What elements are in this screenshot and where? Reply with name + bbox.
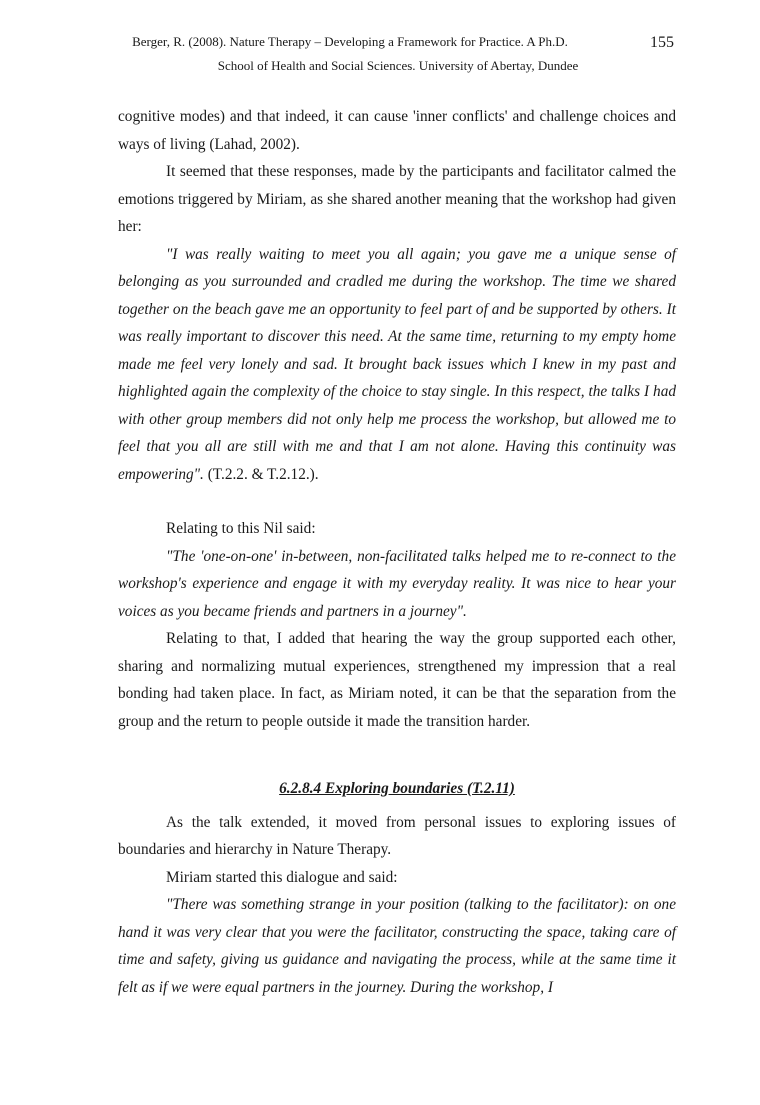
section-heading: 6.2.8.4 Exploring boundaries (T.2.11) bbox=[279, 780, 515, 797]
quote-miriam-text: "I was really waiting to meet you all again; you gave me a unique sense of belonging as you surrounded and cradled me during the workshop. The time we shared together on the beach gave me an opportunity to feel part of and be supported by others. It was really important to discover this need. At the same time, returning to my empty home made me feel very lonely and sad. It brought back issues which I knew in my past and highlighted again the complexity of the choice to stay single. In this respect, the talks I had with other group members did not only help me process the workshop, but allowed me to feel that you all are still with me and that I am not alone. Having this continuity was empowering". bbox=[118, 245, 676, 483]
quote-miriam bbox=[118, 241, 676, 489]
body-text bbox=[118, 103, 676, 1001]
paragraph-bonding: Relating to that, I added that hearing the way the group supported each other, sharing and normalizing mutual experiences, strengthened my impression that a real bonding had taken place. In fact, as Miriam noted, it can be that the separation from the group and the return to people outside it made the transition harder. bbox=[118, 630, 676, 730]
paragraph-responses: It seemed that these responses, made by the participants and facilitator calmed the emotions triggered by Miriam, as she shared another meaning that the workshop had given her: bbox=[118, 163, 676, 235]
header-citation: Berger, R. (2008). Nature Therapy – Developing a Framework for Practice. A Ph.D. bbox=[132, 34, 568, 49]
spacer bbox=[118, 488, 676, 515]
paragraph-continued: cognitive modes) and that indeed, it can cause 'inner conflicts' and challenge choices and ways of living (Lahad, 2002). bbox=[118, 108, 676, 153]
header-institution: School of Health and Social Sciences. University of Abertay, Dundee bbox=[217, 58, 579, 73]
quote-miriam-facilitator: "There was something strange in your position (talking to the facilitator): on one hand it was very clear that you were the facilitator, constructing the space, taking care of time and safety, giving us guidance and navigating the process, while at the same time it felt as if we were equal partners in the journey. During the workshop, I bbox=[118, 896, 676, 996]
quote-nil: "The 'one-on-one' in-between, non-facilitated talks helped me to re-connect to the workshop's experience and engage it with my everyday reality. It was nice to hear your voices as you became friends and partners in a journey". bbox=[118, 547, 676, 620]
spacer bbox=[118, 735, 676, 775]
paragraph-miriam-intro: Miriam started this dialogue and said: bbox=[166, 868, 398, 886]
paragraph-boundaries: As the talk extended, it moved from personal issues to exploring issues of boundaries and hierarchy in Nature Therapy. bbox=[118, 813, 676, 858]
page-number: 155 bbox=[650, 34, 674, 51]
running-header bbox=[0, 30, 760, 78]
quote-miriam-reference: (T.2.2. & T.2.12.). bbox=[203, 465, 319, 483]
paragraph-nil-intro: Relating to this Nil said: bbox=[166, 520, 316, 537]
